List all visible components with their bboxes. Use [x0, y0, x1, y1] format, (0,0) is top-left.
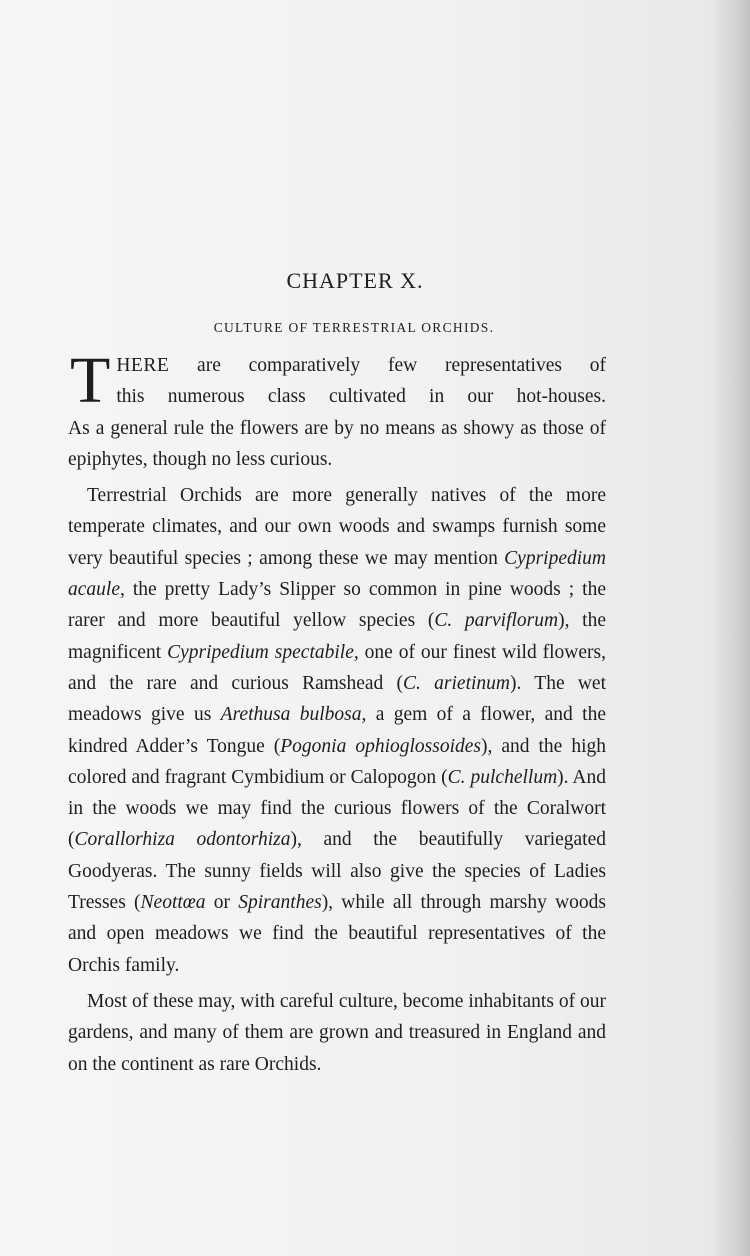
species-name: C. parviflorum [434, 610, 559, 632]
text-run: one of our finest wild flowers, and the rare and curious Ramshead ( [68, 641, 606, 694]
species-name: Spiranthes [238, 892, 322, 914]
paragraph-1-line-1-text: are comparatively few representatives of [169, 355, 606, 376]
species-name: Cypripedium spectabile, [167, 641, 359, 663]
drop-cap: T [70, 344, 111, 417]
paragraph-1-line-2: this numerous class cultivated in our hot-houses. [116, 386, 606, 408]
species-name: C. arietinum [403, 672, 511, 694]
text-run: ), and the beautifully variegated Goodyeras. The sunny fields will also give the species of Ladies Tresses ( [68, 829, 606, 914]
text-run: or [205, 892, 239, 914]
chapter-body [68, 268, 606, 1080]
species-name: C. pulchellum [447, 766, 558, 788]
species-name: Pogonia ophioglossoides [280, 735, 482, 757]
section-title: CULTURE OF TERRESTRIAL ORCHIDS. [213, 320, 495, 335]
paragraph-2 [68, 480, 606, 981]
text-run: a gem of a flower, and the kindred Adder’s Tongue ( [68, 704, 606, 757]
text-run: ), and the high colored and fragrant Cymbidium or Calopogon ( [68, 735, 606, 788]
paragraph-3: Most of these may, with careful culture, become inhabitants of our gardens, and many of them are grown and treasured in England and on the continent as rare Orchids. [68, 990, 606, 1075]
paragraph-1-line-1 [68, 350, 606, 381]
species-name: Corallorhiza odontorhiza [74, 829, 291, 851]
species-name: Arethusa bulbosa, [220, 704, 367, 726]
text-run: the pretty Lady’s Slipper so common in pine woods ; the rarer and more beautiful yellow species ( [68, 579, 606, 632]
paragraph-1 [68, 344, 606, 475]
text-run: ). The wet meadows give us [68, 672, 606, 726]
chapter-title: CHAPTER X. [286, 268, 424, 293]
species-name: Cypripedium acaule, [68, 547, 606, 601]
text-run: Terrestrial Orchids are more generally natives of the more temperate climates, and our own woods and swamps furnish some very beautiful species ; among these we may mention [68, 485, 606, 569]
species-name: Neottœa [140, 892, 206, 914]
text-run: ), while all through marshy woods and open meadows we find the beautiful representatives of the Orchis family. [68, 892, 607, 976]
page-edge-shadow [712, 0, 750, 1256]
small-caps-word: HERE [116, 355, 170, 376]
paragraph-1-rest: As a general rule the flowers are by no means as showy as those of epiphytes, though no less curious. [68, 417, 606, 470]
text-run: ), the magnificent [68, 610, 606, 663]
text-run: ). And in the woods we may find the curious flowers of the Coralwort ( [68, 766, 606, 851]
